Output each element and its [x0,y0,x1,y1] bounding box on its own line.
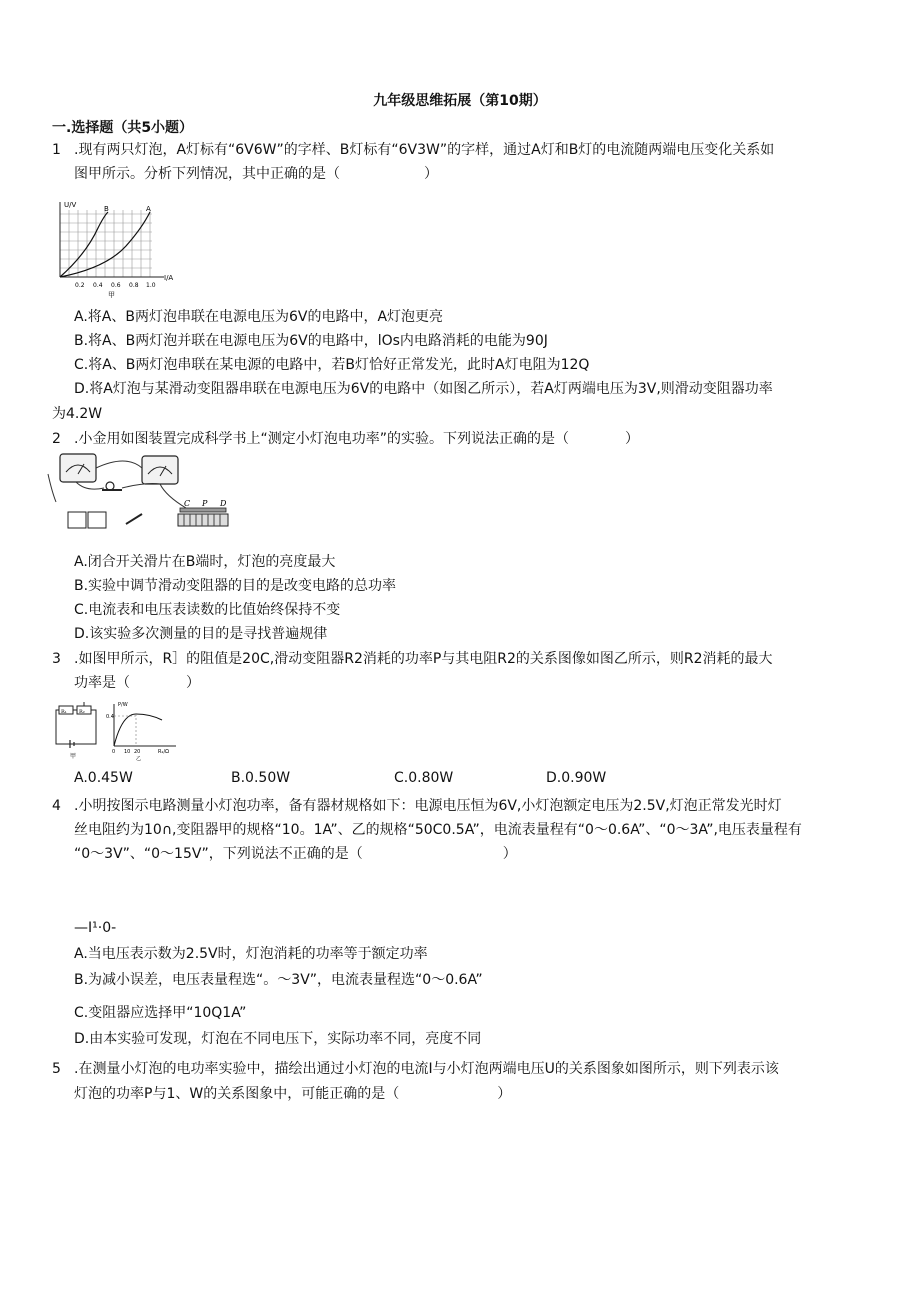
q4-stem-text-1: .小明按图示电路测量小灯泡功率，备有器材规格如下：电源电压恒为6V,小灯泡额定电压为2.5V,灯泡正常发光时灯 [74,798,782,814]
q4-number: 4 [52,798,61,814]
q1-option-d-line-2: 为4.2W [52,406,103,422]
q2-label-p: P [202,499,208,508]
q1-number: 1 [52,142,61,158]
q2-label-d: D [220,499,227,508]
q3-caption-yi: 乙 [136,756,142,762]
q1-curve-b [60,212,108,277]
q1-x-tick-2: 0.4 [93,282,103,289]
q3-p-r2-curve [114,714,162,746]
q3-circuit-diagram [56,710,96,744]
q2-option-a: A.闭合开关滑片在B端时，灯泡的亮度最大 [74,554,336,570]
q4-option-b: B.为减小误差，电压表量程选“。～3V”，电流表量程选“0～0.6A” [74,972,483,988]
q5-number: 5 [52,1061,61,1077]
q1-x-tick-3: 0.6 [111,282,121,289]
q1-figure-caption: 甲 [108,291,115,299]
q5-stem-line-2: 灯泡的功率P与1、W的关系图象中，可能正确的是（ ） [74,1086,512,1102]
q1-stem-text-1: .现有两只灯泡，A灯标有“6V6W”的字样、B灯标有“6V3W”的字样，通过A灯和B灯的电流随两端电压变化关系如 [74,142,775,158]
q3-r2-label: R₂ [79,709,85,715]
q1-option-a: A.将A、B两灯泡串联在电源电压为6V的电路中，A灯泡更亮 [74,309,444,325]
q3-stem-text-1: .如图甲所示，R］的阻值是20C,滑动变阻器R2消耗的功率P与其电阻R2的关系图像如图乙所示，则R2消耗的最大 [74,651,773,667]
q3-option-c: C.0.80W [394,770,454,786]
q2-bulb-icon [106,482,114,490]
q2-apparatus-figure [46,452,232,530]
q3-option-a: A.0.45W [74,770,133,786]
q1-graph-grid [60,210,152,277]
q2-battery-icon [68,512,86,528]
q2-stem-text-1: .小金用如图装置完成科学书上“测定小灯泡电功率”的实验。下列说法正确的是（ ） [74,431,639,447]
q3-x-tick-20: 20 [134,749,141,755]
q1-iu-graph-figure [46,198,181,300]
q4-stem-line-3: “0～3V”、“0～15V”，下列说法不正确的是（ ） [74,846,517,862]
q1-curve-b-label: B [104,205,109,213]
q3-stem-line-2: 功率是（ ） [74,675,200,691]
q5-stem-line-1 [52,1060,779,1078]
q3-x-tick-10: 10 [124,749,131,755]
q3-x-tick-0: 0 [112,749,116,755]
q2-voltmeter-icon [142,456,178,484]
q2-option-c: C.电流表和电压表读数的比值始终保持不变 [74,602,341,618]
q4-stem-line-1 [52,797,782,815]
q1-option-c: C.将A、B两灯泡串联在某电源的电路中，若B灯恰好正常发光，此时A灯电阻为12Q [74,357,590,373]
page-title: 九年级思维拓展（第10期） [373,93,547,109]
q3-figure [50,700,180,762]
q1-stem-line-2: 图甲所示。分析下列情况，其中正确的是（ ） [74,166,438,182]
q1-x-tick-1: 0.2 [75,282,85,289]
q3-y-axis-label: P/W [118,702,128,708]
q1-option-b: B.将A、B两灯泡并联在电源电压为6V的电路中，lOs内电路消耗的电能为90J [74,333,548,349]
q4-stem-line-2: 丝电阻约为10∩,变阻器甲的规格“10。1A”、乙的规格“50C0.5A”，电流表量程有“0～0.6A”、“0～3A”,电压表量程有 [74,822,802,838]
q4-option-d: D.由本实验可发现，灯泡在不同电压下，实际功率不同，亮度不同 [74,1031,482,1047]
q4-option-c: C.变阻器应选择甲“10Q1A” [74,1005,247,1021]
q4-figure-text: —I¹·0- [74,920,117,936]
q1-stem-line-1 [52,141,774,159]
q5-stem-text-1: .在测量小灯泡的电功率实验中，描绘出通过小灯泡的电流I与小灯泡两端电压U的关系图象如图所示，则下列表示该 [74,1061,779,1077]
q2-label-c: C [184,499,191,508]
q1-x-axis-label: I/A [164,274,174,282]
q1-y-axis-label: U/V [64,201,77,209]
q2-switch-icon [126,514,142,524]
section-heading: 一.选择题（共5小题） [52,120,194,136]
q3-y-tick: 0.4 [106,714,114,720]
q3-number: 3 [52,651,61,667]
q3-caption-jia: 甲 [70,753,77,760]
q2-ammeter-icon [60,454,96,482]
q1-curve-a-label: A [146,205,151,213]
q3-option-b: B.0.50W [231,770,291,786]
q2-option-d: D.该实验多次测量的目的是寻找普遍规律 [74,626,328,642]
q3-r1-label: R₁ [61,709,67,715]
q1-option-d-line-1: D.将A灯泡与某滑动变阻器串联在电源电压为6V的电路中（如图乙所示），若A灯两端电压为3V,则滑动变阻器功率 [74,381,773,397]
q1-x-tick-4: 0.8 [129,282,139,289]
q2-option-b: B.实验中调节滑动变阻器的目的是改变电路的总功率 [74,578,397,594]
q3-option-d: D.0.90W [546,770,607,786]
q4-option-a: A.当电压表示数为2.5V时，灯泡消耗的功率等于额定功率 [74,946,428,962]
q3-options-row [74,769,834,787]
q3-stem-line-1 [52,650,773,668]
q2-stem-line-1 [52,430,639,448]
q3-x-axis-label: R₂/Ω [158,749,169,755]
q1-x-tick-5: 1.0 [146,282,156,289]
q2-number: 2 [52,431,61,447]
